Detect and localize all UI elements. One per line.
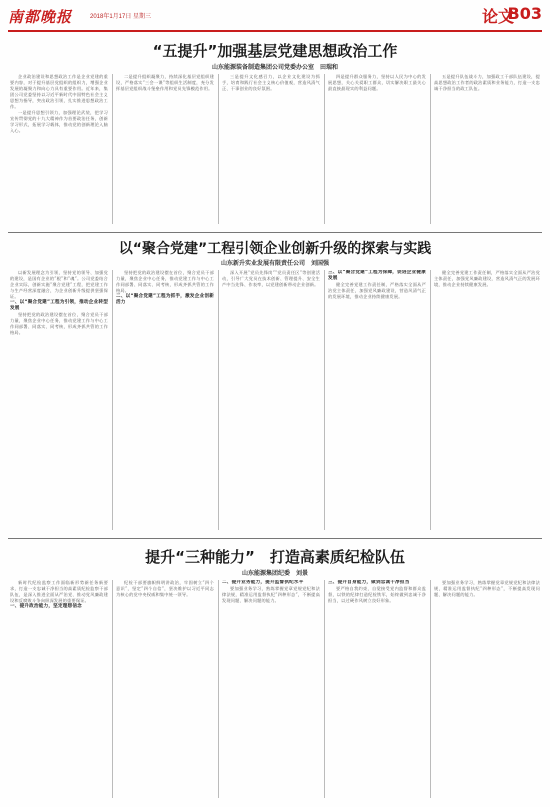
paragraph: 坚持把党的政治建设摆在首位，聚合党员干部力量，聚焦企业中心任务，推动党建工作与中心工作同部署、同落实、同考核，形成齐抓共管的工作格局。 [10, 312, 108, 335]
article-3-column-5 [434, 580, 540, 800]
article-1-byline: 山东能源装备制造集团公司党委办公室 田瑞和 [211, 64, 338, 71]
subheading: 二、提升业务能力，提升监督执纪水平 [222, 580, 304, 585]
column-divider [218, 270, 219, 530]
paragraph: 要加强业务学习，熟练掌握党章党规党纪和法律法规，精准运用监督执纪“四种形态”，不断提高发现问题、解决问题的能力。 [222, 586, 320, 603]
issue-date: 2018年1月17日 星期三 [90, 14, 152, 20]
subheading: 一、以“聚合党建”工程为引领，推动企业转型发展 [10, 300, 108, 311]
article-1-title: “五提升”加强基层党建思想政治工作 [152, 42, 398, 60]
column-divider [112, 74, 113, 224]
subheading: 三、提升自身能力，做到忠诚干净担当 [328, 580, 410, 585]
column-divider [430, 270, 431, 530]
column-divider [324, 74, 325, 224]
column-divider [324, 270, 325, 530]
paragraph: 要加强业务学习，熟练掌握党章党规党纪和法律法规，精准运用监督执纪“四种形态”，不断提高发现问题、解决问题的能力。 [434, 580, 540, 597]
paragraph: 二是提升组织凝聚力，持续深化基层党组织建设，严格落实“三会一课”等组织生活制度，充分发挥基层党组织战斗堡垒作用和党员先锋模范作用。 [116, 74, 214, 91]
page-number: B03 [507, 4, 542, 23]
column-divider [112, 270, 113, 530]
column-divider [324, 580, 325, 798]
masthead-rule [8, 30, 542, 32]
paragraph: 以新发展理念为引领，坚持党的领导、加强党的建设，是国有企业的“根”和“魂”。公司党委结合企业实际，创新实施“聚合党建”工程，把党建工作与生产经营深度融合，为企业创新升级提供坚强保证。 [10, 270, 108, 299]
paragraph: 一是提升思想引领力，加强理论武装，把学习宣传贯彻党的十九大精神作为首要政治任务，创新学习形式，拓展学习载体，推动党的创新理论入脑入心。 [10, 110, 108, 133]
paragraph: 深入开展“党员先锋岗”“党员责任区”等创建活动，引导广大党员在技术创新、管理提升、安全生产中当先锋、作表率，以党建创新带动企业创新。 [222, 270, 320, 287]
column-divider [218, 580, 219, 798]
article-2-column-3 [222, 270, 320, 532]
paragraph: 要严格自我约束，自觉接受党内监督和群众监督，以铁的纪律打造纪检铁军，始终做到忠诚干净担当，以过硬作风树立良好形象。 [328, 586, 426, 603]
article-3-byline: 山东能源集团纪委 刘景 [241, 570, 308, 577]
masthead [8, 4, 542, 28]
paragraph: 三是提升文化感召力，以企业文化建设为抓手，培育和践行社会主义核心价值观，营造风清气正、干事创业的良好氛围。 [222, 74, 320, 91]
article-3-title: 提升“三种能力” 打造高素质纪检队伍 [145, 548, 405, 566]
paragraph: 五是提升队伍战斗力，加强政工干部队伍建设，提高思想政治工作者的政治素质和业务能力，打造一支忠诚干净担当的政工队伍。 [434, 74, 540, 91]
column-divider [218, 74, 219, 224]
paragraph: 企业政治建设和思想政治工作是企业党建的重要内容，对于提升基层党组织的组织力，增强企业发展的凝聚力和向心力具有重要作用。近年来，集团公司党委坚持以习近平新时代中国特色社会主义思想为指导，突出政治引领，扎实推进思想政治工作。 [10, 74, 108, 109]
article-1-column-4 [328, 74, 426, 226]
article-2-column-4 [328, 270, 426, 532]
article-separator [8, 538, 542, 539]
column-divider [430, 580, 431, 798]
column-divider [430, 74, 431, 224]
article-2-title: 以“聚合党建”工程引领企业创新升级的探索与实践 [118, 241, 432, 257]
subheading: 二、以“聚合党建”工程为抓手，激发企业创新活力 [116, 294, 214, 305]
subheading: 一、提升政治能力，坚定理想信念 [10, 604, 82, 609]
paragraph: 健全完善党建工作责任制，严格落实全面从严治党主体责任，加强党风廉政建设，营造风清气正的发展环境，推动企业持续健康发展。 [434, 270, 540, 287]
paragraph: 四是提升群众服务力，坚持以人民为中心的发展思想，关心关爱职工群众，切实解决职工最关心最直接最现实的利益问题。 [328, 74, 426, 91]
article-2-column-1 [10, 270, 108, 532]
article-2-byline: 山东新升实业发展有限责任公司 刘国强 [220, 260, 329, 267]
article-2-column-2 [116, 270, 214, 532]
article-3-column-1 [10, 580, 108, 800]
paragraph: 坚持把党的政治建设摆在首位，聚合党员干部力量，聚焦企业中心任务，推动党建工作与中心工作同部署、同落实、同考核，形成齐抓共管的工作格局。 [116, 270, 214, 293]
article-2-column-5 [434, 270, 540, 532]
article-separator [8, 232, 542, 233]
article-3-column-2 [116, 580, 214, 800]
section-title: 论文 [481, 7, 514, 26]
article-1-column-5 [434, 74, 540, 226]
newspaper-logo: 南都晚报 [8, 8, 73, 26]
article-3-column-4 [328, 580, 426, 800]
article-1-column-2 [116, 74, 214, 226]
article-1-column-3 [222, 74, 320, 226]
article-1-column-1 [10, 74, 108, 226]
paragraph: 纪检干部要旗帜鲜明讲政治，牢固树立“四个意识”，坚定“四个自信”，坚决维护以习近平同志为核心的党中央权威和集中统一领导。 [116, 580, 214, 597]
article-3-column-3 [222, 580, 320, 800]
column-divider [112, 580, 113, 798]
paragraph: 健全完善党建工作责任制，严格落实全面从严治党主体责任，加强党风廉政建设，营造风清气正的发展环境，推动企业持续健康发展。 [328, 282, 426, 299]
subheading: 三、以“聚合党建”工程为保障，促进企业健康发展 [328, 270, 426, 281]
paragraph: 新时代纪检监察工作面临新形势新任务新要求，打造一支忠诚干净担当的高素质纪检监察干部队伍，是深入推进全面从严治党、推动党风廉政建设和反腐败斗争向纵深发展的重要保证。 [10, 580, 108, 603]
